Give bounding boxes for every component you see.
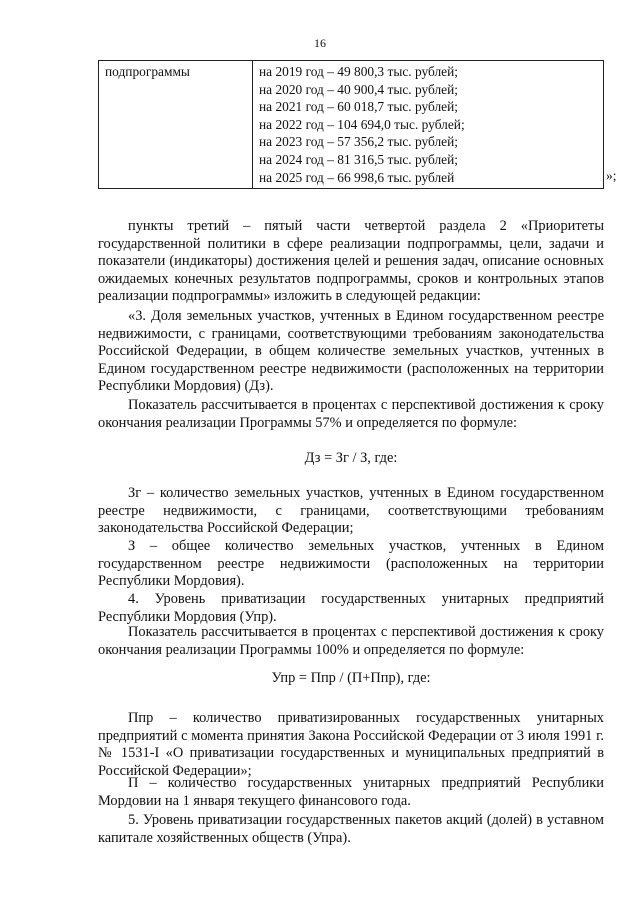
funding-line-2023: на 2023 год – 57 356,2 тыс. рублей; <box>259 134 458 150</box>
definition-ppr: Ппр – количество приватизированных государственных унитарных предприятий с момента принятия Закона Российской Федерации от 3 июля 1991 г. № 1531-I «О приватизации государственных и муниципальных предприятий в Российской Федерации»; <box>98 710 604 779</box>
funding-line-2020: на 2020 год – 40 900,4 тыс. рублей; <box>259 81 458 97</box>
funding-line-2024: на 2024 год – 81 316,5 тыс. рублей; <box>259 151 458 167</box>
page-number: 16 <box>314 36 326 50</box>
table-left-cell: подпрограммы <box>99 61 253 189</box>
definition-zg: Зг – количество земельных участков, учтенных в Едином государственном реестре недвижимости, с границами, соответствующими требованиям законодательства Российской Федерации; <box>98 485 604 537</box>
paragraph-calc-4: Показатель рассчитывается в процентах с перспективой достижения к сроку окончания реализации Программы 100% и определяется по формуле: <box>98 624 604 658</box>
funding-table <box>98 60 604 189</box>
formula-3: Дз = Зг / З, где: <box>304 450 398 466</box>
definition-z: З – общее количество земельных участков, учтенных в Едином государственном реестре недвижимости (расположенных на территории Республики Мордовия). <box>98 538 604 590</box>
paragraph-intro: пункты третий – пятый части четвертой раздела 2 «Приоритеты государственной политики в сфере реализации подпрограммы, цели, задачи и показатели (индикаторы) достижения целей и решения задач, описание основных ожидаемых конечных результатов подпрограммы, сроков и контрольных этапов реализации подпрограммы» изложить в следующей редакции: <box>98 218 604 305</box>
paragraph-item-4: 4. Уровень приватизации государственных унитарных предприятий Республики Мордовия (Упр). <box>98 591 604 625</box>
funding-line-2022: на 2022 год – 104 694,0 тыс. рублей; <box>259 116 465 132</box>
paragraph-item-5: 5. Уровень приватизации государственных пакетов акций (долей) в уставном капитале хозяйственных обществ (Упра). <box>98 812 604 846</box>
table-closing-mark: »; <box>606 168 617 183</box>
paragraph-item-3: «3. Доля земельных участков, учтенных в Едином государственном реестре недвижимости, с границами, соответствующими требованиям законодательства Российской Федерации, в общем количестве земельных участков, учтенных в Едином государственном реестре недвижимости (расположенных на территории Республики Мордовия) (Дз). <box>98 308 604 395</box>
funding-line-2021: на 2021 год – 60 018,7 тыс. рублей; <box>259 99 458 115</box>
funding-line-2019: на 2019 год – 49 800,3 тыс. рублей; <box>259 64 458 79</box>
definition-p: П – количество государственных унитарных предприятий Республики Мордовии на 1 января текущего финансового года. <box>98 775 604 809</box>
paragraph-calc-3: Показатель рассчитывается в процентах с перспективой достижения к сроку окончания реализации Программы 57% и определяется по формуле: <box>98 397 604 431</box>
funding-line-2025: на 2025 год – 66 998,6 тыс. рублей <box>259 169 455 185</box>
formula-4: Упр = Ппр / (П+Ппр), где: <box>271 670 431 686</box>
table-right-cell <box>253 61 604 189</box>
